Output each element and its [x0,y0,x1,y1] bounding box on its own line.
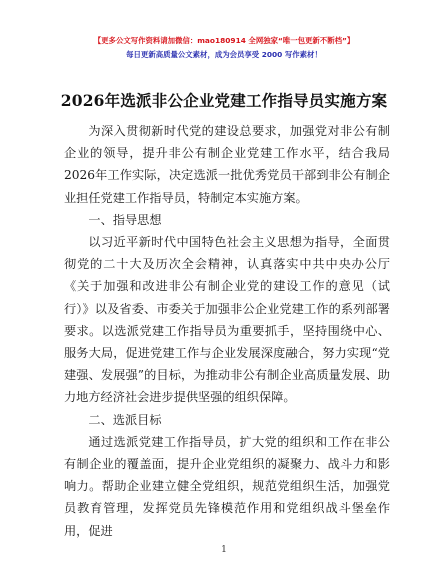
promo-banner [0,34,448,62]
promo-banner-line-2: 每日更新高质量公文素材，成为会员享受 2000 写作素材！ [126,50,322,59]
body-paragraph-selection-goals: 通过选派党建工作指导员，扩大党的组织和工作在非公有制企业的覆盖面，提升企业党组织的凝聚力、战斗力和影响力。帮助企业建立健全党组织，规范党组织生活，加强党员教育管理，发挥党员先锋模范作用和党组织战斗堡垒作用，促进 [64,434,390,538]
promo-banner-line-1: 【更多公文写作资料请加微信：mao180914 全网独家“唯一包更新不断档”】 [93,36,355,45]
body-paragraph-intro: 为深入贯彻新时代党的建设总要求，加强党对非公有制企业的领导，提升非公有制企业党建工作水平，结合我局2026年工作实际，决定选派一批优秀党员干部到非公有制企业担任党建工作指导员，特制定本实施方案。 [64,124,390,205]
section-heading-guiding-ideology: 一、指导思想 [88,212,162,227]
section-heading-selection-goals: 二、选派目标 [88,412,162,427]
body-paragraph-guiding-ideology: 以习近平新时代中国特色社会主义思想为指导，全面贯彻党的二十大及历次全会精神，认真落实中共中央办公厅《关于加强和改进非公有制企业党的建设工作的意见（试行）》以及省委、市委关于加强非公企业党建工作的系列部署要求。以选派党建工作指导员为重要抓手，坚持围绕中心、服务大局，促进党建工作与企业发展深度融合，努力实现“党建强、发展强”的目标，为推动非公有制企业高质量发展、助力地方经济社会进步提供坚强的组织保障。 [64,235,390,405]
page-number: 1 [221,545,227,555]
document-body [64,120,390,542]
document-title: 2026年选派非公企业党建工作指导员实施方案 [60,91,388,110]
